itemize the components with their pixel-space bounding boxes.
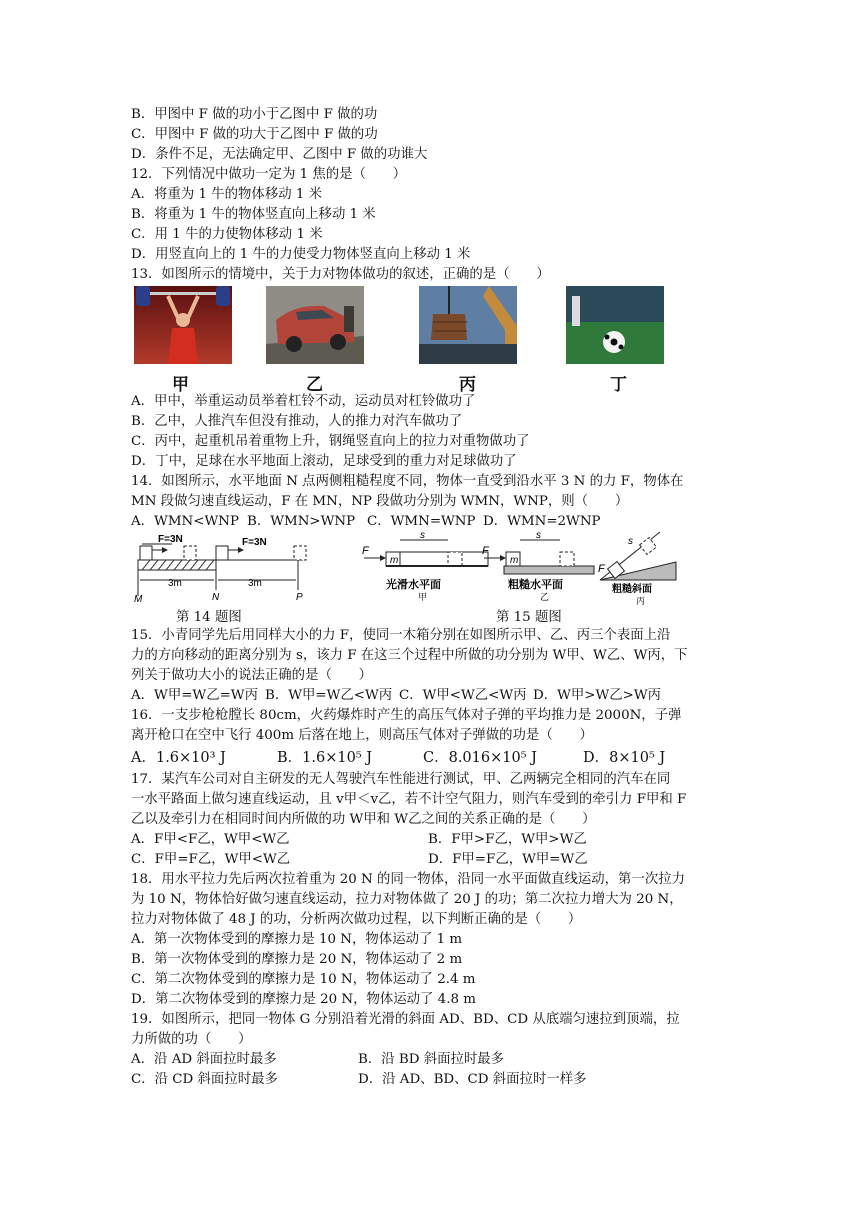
q16-stem-2: 离开枪口在空中飞行 400m 后落在地上，则高压气体对子弹做的功是（ ） xyxy=(131,728,593,743)
q11-option-b: B．甲图中 F 做的功小于乙图中 F 做的功 xyxy=(131,107,378,122)
q12-stem: 12．下列情况中做功一定为 1 焦的是（ ） xyxy=(131,167,407,182)
fig15-jia-surface: 光滑水平面 xyxy=(386,579,441,591)
q19-option-a: A．沿 AD 斜面拉时最多 xyxy=(131,1052,277,1067)
q14-stem-1: 14．如图所示，水平地面 N 点两侧粗糙程度不同，物体一直受到沿水平 3 N 的力 F，物体在 xyxy=(131,474,684,489)
fig15-bing-s: s xyxy=(628,536,633,547)
q13-option-b: B．乙中，人推汽车但没有推动，人的推力对汽车做功了 xyxy=(131,414,463,429)
q14-option-b: B．WMN>WNP xyxy=(247,514,356,529)
fig14-force-1: F=3N xyxy=(158,534,183,545)
q14-stem-2: MN 段做匀速直线运动，F 在 MN，NP 段做功分别为 WMN，WNP，则（ ） xyxy=(131,494,629,509)
q12-option-a: A．将重为 1 牛的物体移动 1 米 xyxy=(131,187,323,202)
q13-option-a: A．甲中，举重运动员举着杠铃不动，运动员对杠铃做功了 xyxy=(131,394,476,409)
fig15-bing-f: F xyxy=(598,563,605,575)
q17-option-b: B．F甲>F乙，W甲>W乙 xyxy=(428,832,587,847)
fig15-bing-surface: 粗糙斜面 xyxy=(612,584,652,595)
q16-option-c: C．8.016×10⁵ J xyxy=(423,750,537,766)
q13-option-d: D．丁中，足球在水平地面上滚动，足球受到的重力对足球做功了 xyxy=(131,454,517,469)
fig15-jia-tag: 甲 xyxy=(418,592,428,602)
fig15-yi-surface: 粗糙水平面 xyxy=(508,579,563,591)
q16-stem-1: 16．一支步枪枪膛长 80cm，火药爆炸时产生的高压气体对子弹的平均推力是 2000N，子弹 xyxy=(131,708,682,723)
q19-stem-2: 力所做的功（ ） xyxy=(131,1032,252,1047)
fig14-label-p: P xyxy=(296,592,303,603)
q15-stem-2: 力的方向移动的距离分别为 s，该力 F 在这三个过程中所做的功分别为 W甲、W乙、W丙，下 xyxy=(131,648,688,663)
q15-stem-1: 15．小青同学先后用同样大小的力 F，使同一木箱分别在如图所示甲、乙、丙三个表面上沿 xyxy=(131,628,671,643)
q16-option-d: D．8×10⁵ J xyxy=(583,750,666,766)
q17-option-a: A．F甲<F乙，W甲<W乙 xyxy=(131,832,290,847)
q11-option-c: C．甲图中 F 做的功大于乙图中 F 做的功 xyxy=(131,127,378,142)
fig14-label-m: M xyxy=(134,594,143,604)
q14-option-c: C．WMN=WNP xyxy=(367,514,476,529)
q18-stem-3: 拉力对物体做了 48 J 的功，分析两次做功过程，以下判断正确的是（ ） xyxy=(131,912,582,927)
q12-option-b: B．将重为 1 牛的物体竖直向上移动 1 米 xyxy=(131,207,376,222)
figure-14 xyxy=(128,530,328,604)
fig14-force-2: F=3N xyxy=(242,537,267,548)
q12-option-d: D．用竖直向上的 1 牛的力使受力物体竖直向上移动 1 米 xyxy=(131,247,471,262)
q19-option-c: C．沿 CD 斜面拉时最多 xyxy=(131,1072,278,1087)
caption-ding: 丁 xyxy=(610,375,627,395)
q18-stem-2: 为 10 N，物体恰好做匀速直线运动，拉力对物体做了 20 J 的功；第二次拉力增大为 20 N， xyxy=(131,892,683,907)
q17-stem-3: 乙以及牵引力在相同时间内所做的功 W甲和 W乙之间的关系正确的是（ ） xyxy=(131,812,596,827)
fig15-yi-s: s xyxy=(536,530,541,541)
q18-option-c: C．第二次物体受到的摩擦力是 10 N，物体运动了 2.4 m xyxy=(131,972,476,987)
q12-option-c: C．用 1 牛的力使物体移动 1 米 xyxy=(131,227,323,242)
q18-option-a: A．第一次物体受到的摩擦力是 10 N，物体运动了 1 m xyxy=(131,932,463,947)
q18-stem-1: 18．用水平拉力先后两次拉着重为 20 N 的同一物体，沿同一水平面做直线运动，第一次拉力 xyxy=(131,872,686,887)
caption-bing: 丙 xyxy=(459,375,476,395)
q16-option-b: B．1.6×10⁵ J xyxy=(277,750,373,766)
photo-crane-lifting xyxy=(419,286,517,364)
q13-option-c: C．丙中，起重机吊着重物上升，钢绳竖直向上的拉力对重物做功了 xyxy=(131,434,530,449)
q14-option-a: A．WMN<WNP xyxy=(131,514,239,529)
photo-rolling-football xyxy=(566,286,664,364)
q19-option-d: D．沿 AD、BD、CD 斜面拉时一样多 xyxy=(358,1072,587,1087)
q15-option-d: D．W甲>W乙>W丙 xyxy=(533,688,662,703)
q16-options xyxy=(131,748,731,768)
q11-option-d: D．条件不足，无法确定甲、乙图中 F 做的功谁大 xyxy=(131,147,428,162)
q15-option-c: C．W甲<W乙<W丙 xyxy=(399,688,527,703)
q14-option-d: D．WMN=2WNP xyxy=(483,514,601,529)
fig15-yi-f: F xyxy=(482,545,489,557)
q15-stem-3: 列关于做功大小的说法正确的是（ ） xyxy=(131,668,373,683)
fig15-jia-s: s xyxy=(420,530,425,541)
caption-jia: 甲 xyxy=(172,375,189,395)
photo-pushing-car xyxy=(266,286,364,364)
q17-option-d: D．F甲=F乙，W甲=W乙 xyxy=(428,852,588,867)
fig15-yi-m: m xyxy=(510,555,519,566)
q19-option-b: B．沿 BD 斜面拉时最多 xyxy=(358,1052,505,1067)
q15-option-b: B．W甲=W乙<W丙 xyxy=(265,688,393,703)
q19-stem-1: 19．如图所示，把同一物体 G 分别沿着光滑的斜面 AD、BD、CD 从底端匀速拉到顶端，拉 xyxy=(131,1012,680,1027)
fig14-label-n: N xyxy=(212,592,220,603)
fig15-bing-tag: 丙 xyxy=(636,596,646,606)
q18-option-b: B．第一次物体受到的摩擦力是 20 N，物体运动了 2 m xyxy=(131,952,463,967)
figure-15 xyxy=(360,528,678,608)
fig15-jia-m: m xyxy=(390,555,399,566)
q18-option-d: D．第二次物体受到的摩擦力是 20 N，物体运动了 4.8 m xyxy=(131,992,476,1007)
q17-stem-1: 17．某汽车公司对自主研发的无人驾驶汽车性能进行测试，甲、乙两辆完全相同的汽车在同 xyxy=(131,772,671,787)
figure-14-caption: 第 14 题图 xyxy=(176,610,242,625)
photo-weightlifter xyxy=(134,286,232,364)
fig14-distance-1: 3m xyxy=(168,578,182,589)
fig15-yi-tag: 乙 xyxy=(540,592,550,602)
q13-stem: 13．如图所示的情境中，关于力对物体做功的叙述，正确的是（ ） xyxy=(131,267,550,282)
q15-option-a: A．W甲=W乙=W丙 xyxy=(131,688,258,703)
q15-options xyxy=(131,686,731,706)
figure-15-caption: 第 15 题图 xyxy=(496,610,562,625)
caption-yi: 乙 xyxy=(306,375,323,395)
q17-option-c: C．F甲=F乙，W甲<W乙 xyxy=(131,852,291,867)
fig14-distance-2: 3m xyxy=(248,578,262,589)
q17-stem-2: 一水平路面上做匀速直线运动，且 v甲＜v乙，若不计空气阻力，则汽车受到的牵引力 F甲和 F xyxy=(131,792,687,807)
q16-option-a: A．1.6×10³ J xyxy=(131,750,226,766)
fig15-jia-f: F xyxy=(362,545,369,557)
